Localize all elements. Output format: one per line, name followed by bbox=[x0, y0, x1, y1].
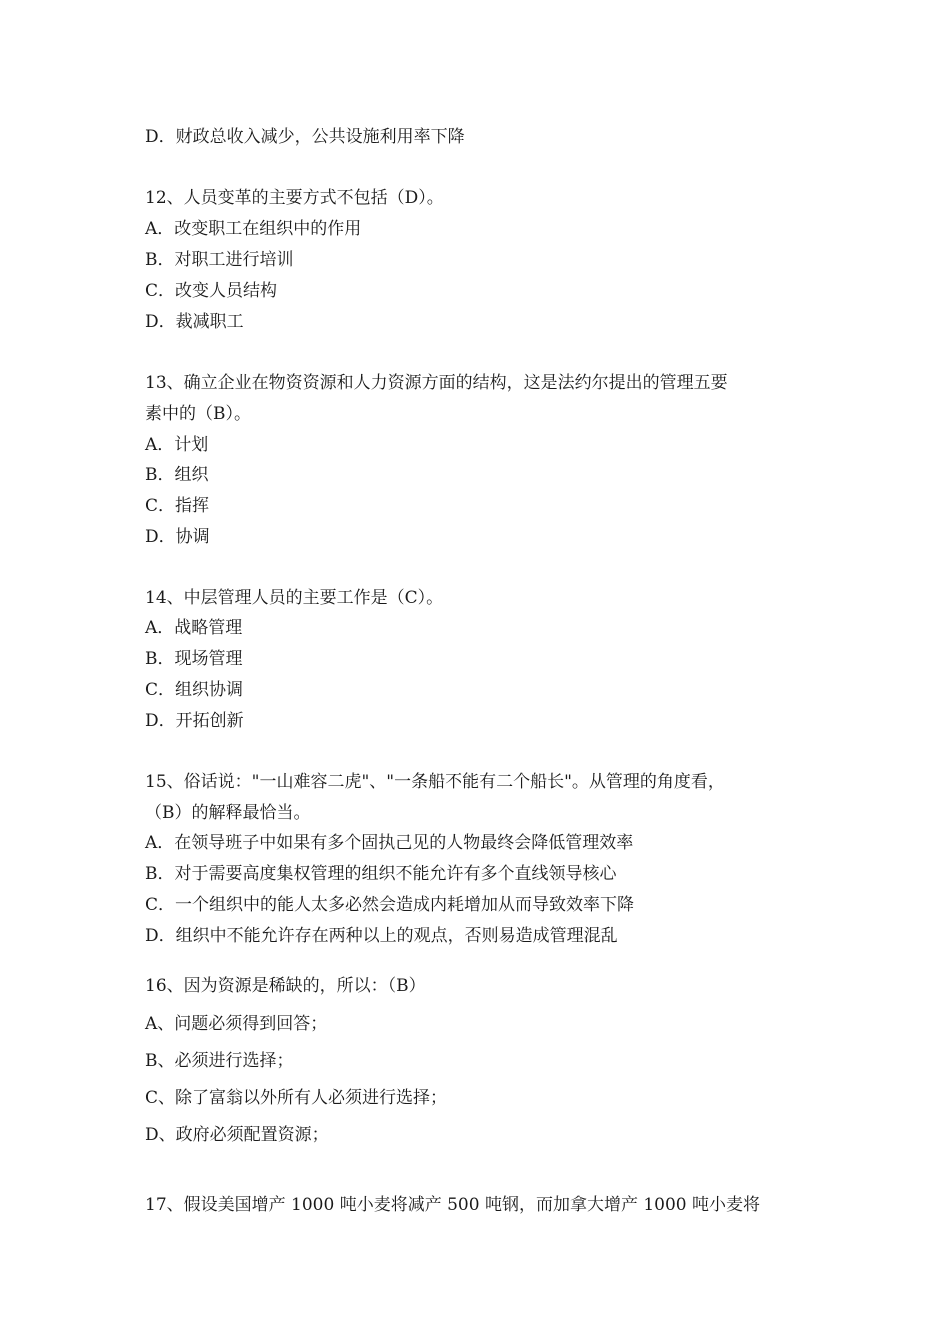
q16-option-c: C、除了富翁以外所有人必须进行选择； bbox=[145, 1088, 448, 1108]
q12-option-a: A．改变职工在组织中的作用 bbox=[145, 219, 362, 239]
q16-option-b: B、必须进行选择； bbox=[145, 1051, 294, 1071]
q15-option-d: D．组织中不能允许存在两种以上的观点，否则易造成管理混乱 bbox=[145, 926, 618, 946]
q14-option-a: A．战略管理 bbox=[145, 618, 243, 638]
q12-option-d: D．裁减职工 bbox=[145, 312, 244, 332]
q17-stem-line-1: 17、假设美国增产 1000 吨小麦将减产 500 吨钢，而加拿大增产 1000 吨小麦将 bbox=[145, 1195, 761, 1215]
q16-stem: 16、因为资源是稀缺的，所以：（B） bbox=[145, 976, 426, 996]
q13-option-d: D．协调 bbox=[145, 527, 210, 547]
q14-stem: 14、中层管理人员的主要工作是（C）。 bbox=[145, 588, 444, 608]
q13-stem-line-2: 素中的（B）。 bbox=[145, 404, 251, 424]
q15-stem-line-1: 15、俗话说："一山难容二虎"、"一条船不能有二个船长"。从管理的角度看， bbox=[145, 772, 725, 792]
q15-option-c: C．一个组织中的能人太多必然会造成内耗增加从而导致效率下降 bbox=[145, 895, 635, 915]
q14-option-b: B．现场管理 bbox=[145, 649, 243, 669]
q16-option-a: A、问题必须得到回答； bbox=[145, 1014, 328, 1034]
q16-option-d: D、政府必须配置资源； bbox=[145, 1125, 329, 1145]
q14-option-c: C．组织协调 bbox=[145, 680, 244, 700]
q13-option-c: C．指挥 bbox=[145, 496, 210, 516]
q14-option-d: D．开拓创新 bbox=[145, 711, 244, 731]
q13-option-b: B．组织 bbox=[145, 465, 209, 485]
q13-stem-line-1: 13、确立企业在物资资源和人力资源方面的结构，这是法约尔提出的管理五要 bbox=[145, 373, 728, 393]
q12-option-b: B．对职工进行培训 bbox=[145, 250, 294, 270]
q15-option-b: B．对于需要高度集权管理的组织不能允许有多个直线领导核心 bbox=[145, 864, 617, 884]
q11-option-d: D．财政总收入减少，公共设施利用率下降 bbox=[145, 127, 465, 147]
q12-stem: 12、人员变革的主要方式不包括（D）。 bbox=[145, 188, 444, 208]
q15-stem-line-2: （B）的解释最恰当。 bbox=[145, 803, 311, 823]
q12-option-c: C．改变人员结构 bbox=[145, 281, 278, 301]
q15-option-a: A．在领导班子中如果有多个固执己见的人物最终会降低管理效率 bbox=[145, 833, 634, 853]
q13-option-a: A．计划 bbox=[145, 435, 209, 455]
